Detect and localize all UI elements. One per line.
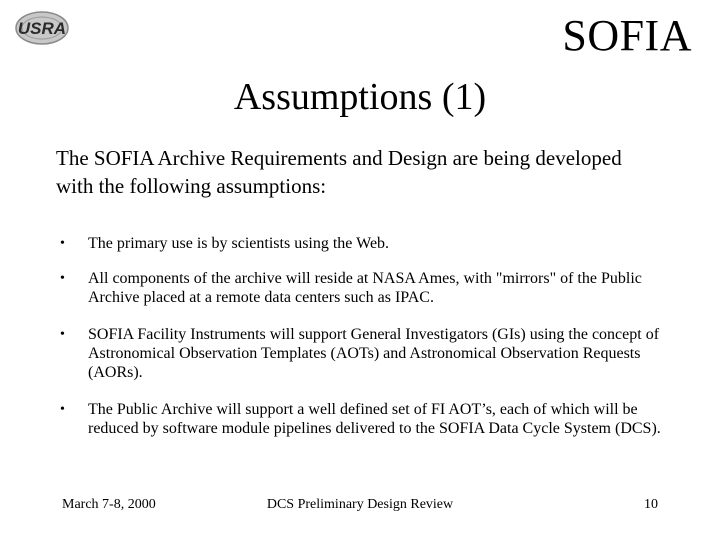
usra-logo xyxy=(14,10,70,46)
list-item xyxy=(60,325,670,382)
bullet-icon: • xyxy=(60,402,65,417)
bullet-text: The Public Archive will support a well defined set of FI AOT’s, each of which will be reduced by software module pipelines delivered to the SOFIA Data Cycle System (DCS). xyxy=(88,401,661,437)
slide-title: Assumptions (1) xyxy=(233,76,487,118)
list-item xyxy=(60,234,670,253)
usra-logo-graphic xyxy=(14,10,70,46)
list-item xyxy=(60,400,670,438)
footer-date: March 7-8, 2000 xyxy=(62,497,156,512)
bullet-icon: • xyxy=(60,236,65,251)
bullet-text: SOFIA Facility Instruments will support General Investigators (GIs) using the concept of Astronomical Observation Templates (AOTs) and Astronomical Observation Requests (AORs). xyxy=(88,326,660,381)
intro-paragraph: The SOFIA Archive Requirements and Design are being developed with the following assumptions: xyxy=(56,146,622,198)
bullet-text: The primary use is by scientists using the Web. xyxy=(88,235,390,252)
bullet-icon: • xyxy=(60,327,65,342)
slide-footer xyxy=(0,496,720,516)
brand-title: SOFIA xyxy=(562,11,692,60)
bullet-text: All components of the archive will reside at NASA Ames, with "mirrors" of the Public Archive placed at a remote data centers such as IPAC. xyxy=(88,270,642,306)
svg-text:USRA: USRA xyxy=(17,19,67,38)
footer-event: DCS Preliminary Design Review xyxy=(266,497,454,512)
list-item xyxy=(60,269,670,307)
assumptions-list xyxy=(60,234,670,456)
bullet-icon: • xyxy=(60,271,65,286)
page-number: 10 xyxy=(644,497,658,512)
